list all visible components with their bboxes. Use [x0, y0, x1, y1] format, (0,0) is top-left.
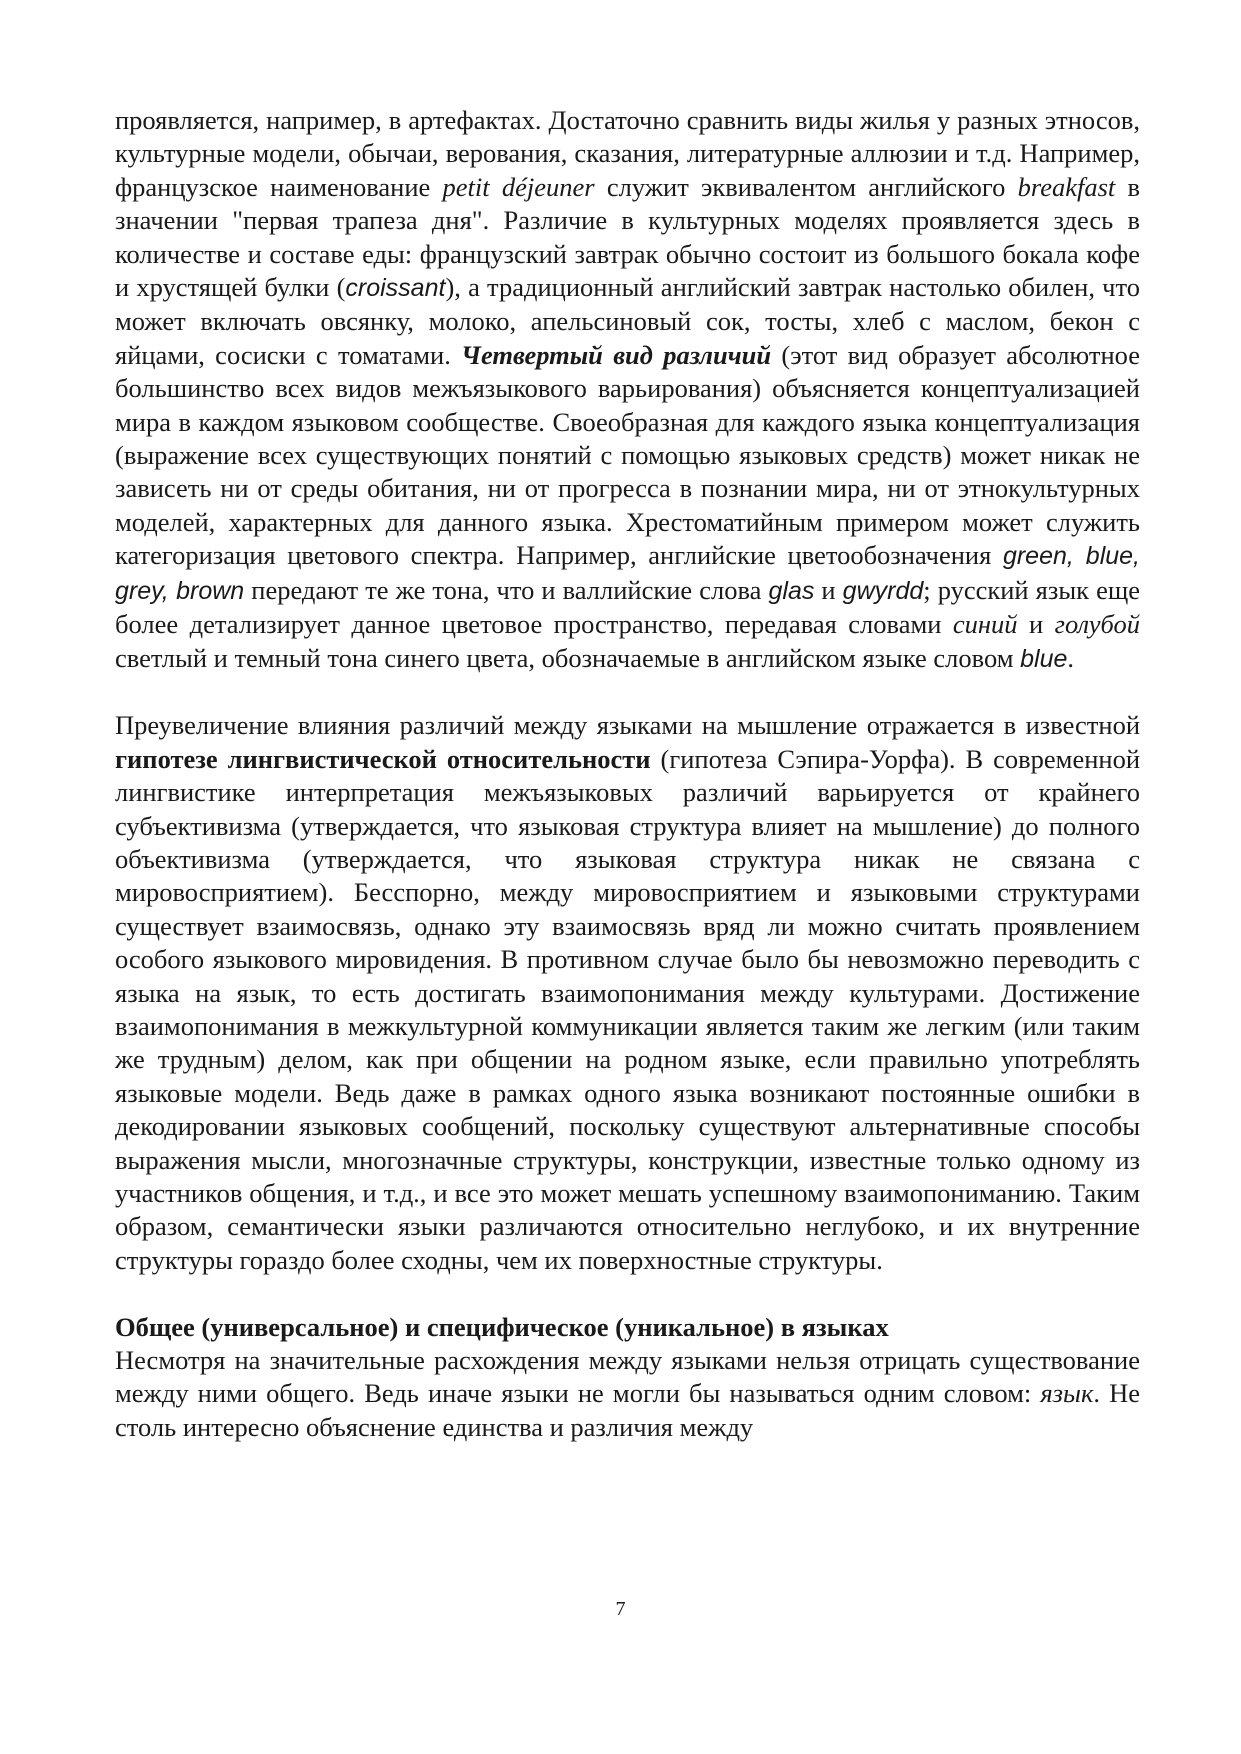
- paragraph-relativity-hypothesis: [115, 709, 1140, 1277]
- term-gwyrdd: gwyrdd: [842, 576, 924, 605]
- paragraph-differences: [115, 104, 1140, 676]
- text-span: светлый и темный тона синего цвета, обозначаемые в английском языке словом: [115, 642, 1021, 673]
- term-color-words: green, blue, grey, brown: [115, 542, 1141, 605]
- text-span: .: [1067, 642, 1075, 673]
- section-heading: Общее (универсальное) и специфическое (уникальное) в языках: [115, 1311, 889, 1342]
- term-yazyk: язык: [1040, 1378, 1094, 1409]
- term-petit-dejeuner: petit déjeuner: [442, 171, 595, 202]
- text-span: служит эквивалентом английского: [594, 171, 1018, 202]
- text-span: в значении "первая трапеза дня". Различие в культурных моделях проявляется здесь в количестве и составе еды: французский завтрак обычно состоит из большого бокала кофе и хрустящей булки (: [115, 171, 1141, 303]
- paragraph-universal-specific: [115, 1344, 1140, 1444]
- text-span: (этот вид образует абсолютное большинство всех видов межъязыкового варьирования) объясняется концептуализацией мира в каждом языковом сообществе. Своеобразная для каждого языка концептуализация (выражение всех существующих понятий с помощью языковых средств) может никак не зависеть ни от среды обитания, ни от прогресса в познании мира, ни от этнокультурных моделей, характерных для данного языка. Хрестоматийным примером может служить категоризация цветового спектра. Например, английские цветообозначения: [115, 339, 1140, 571]
- text-span: Несмотря на значительные расхождения между языками нельзя отрицать существование между ними общего. Ведь иначе языки не могли бы называться одним словом:: [115, 1345, 1140, 1409]
- emphasis-linguistic-relativity: гипотезе лингвистической относительности: [115, 743, 651, 774]
- text-span: . Не столь интересно объяснение единства и различия между: [115, 1378, 1140, 1442]
- term-goluboy: голубой: [1054, 609, 1140, 640]
- text-span: передают те же тона, что и валлийские слова: [244, 574, 769, 605]
- page-content: [115, 104, 1140, 1444]
- text-span: (гипотеза Сэпира-Уорфа). В современной лингвистике интерпретация межъязыковых различий варьируется от крайнего субъективизма (утверждается, что языковая структура влияет на мышление) до полного объективизма (утверждается, что языковая структура никак не связана с мировосприятием). Бесспорно, между мировосприятием и языковыми структурами существует взаимосвязь, однако эту взаимосвязь вряд ли можно считать проявлением особого языкового мировидения. В противном случае было бы невозможно переводить с языка на язык, то есть достигать взаимопонимания между культурами. Достижение взаимопонимания в межкультурной коммуникации является таким же легким (или таким же трудным) делом, как при общении на родном языке, если правильно употреблять языковые модели. Ведь даже в рамках одного языка возникают постоянные ошибки в декодировании языковых сообщений, поскольку существуют альтернативные способы выражения мысли, многозначные структуры, конструкции, известные только одному из участников общения, и т.д., и все это может мешать успешному взаимопониманию. Таким образом, семантически языки различаются относительно неглубоко, и их внутренние структуры гораздо более сходны, чем их поверхностные структуры.: [115, 743, 1140, 1275]
- text-span: и: [1017, 609, 1055, 640]
- term-blue: blue: [1020, 644, 1068, 673]
- text-span: ; русский язык еще более детализирует данное цветовое пространство, передавая словами: [115, 574, 1140, 640]
- term-glas: glas: [768, 576, 815, 605]
- term-breakfast: breakfast: [1017, 171, 1116, 202]
- text-span: проявляется, например, в артефактах. Достаточно сравнить виды жилья у разных этносов, культурные модели, обычаи, верования, сказания, литературные аллюзии и т.д. Например, французское наименование: [115, 105, 1140, 202]
- term-siniy: синий: [952, 609, 1018, 640]
- term-croissant: croissant: [345, 274, 446, 303]
- text-span: и: [814, 574, 843, 605]
- page-number: 7: [615, 1598, 626, 1620]
- text-span: Преувеличение влияния различий между языками на мышление отражается в известной: [115, 710, 1140, 741]
- emphasis-fourth-type: Четвертый вид различий: [461, 339, 772, 370]
- text-span: ), а традиционный английский завтрак настолько обилен, что может включать овсянку, молоко, апельсиновый сок, тосты, хлеб с маслом, бекон с яйцами, сосиски с томатами.: [115, 272, 1140, 370]
